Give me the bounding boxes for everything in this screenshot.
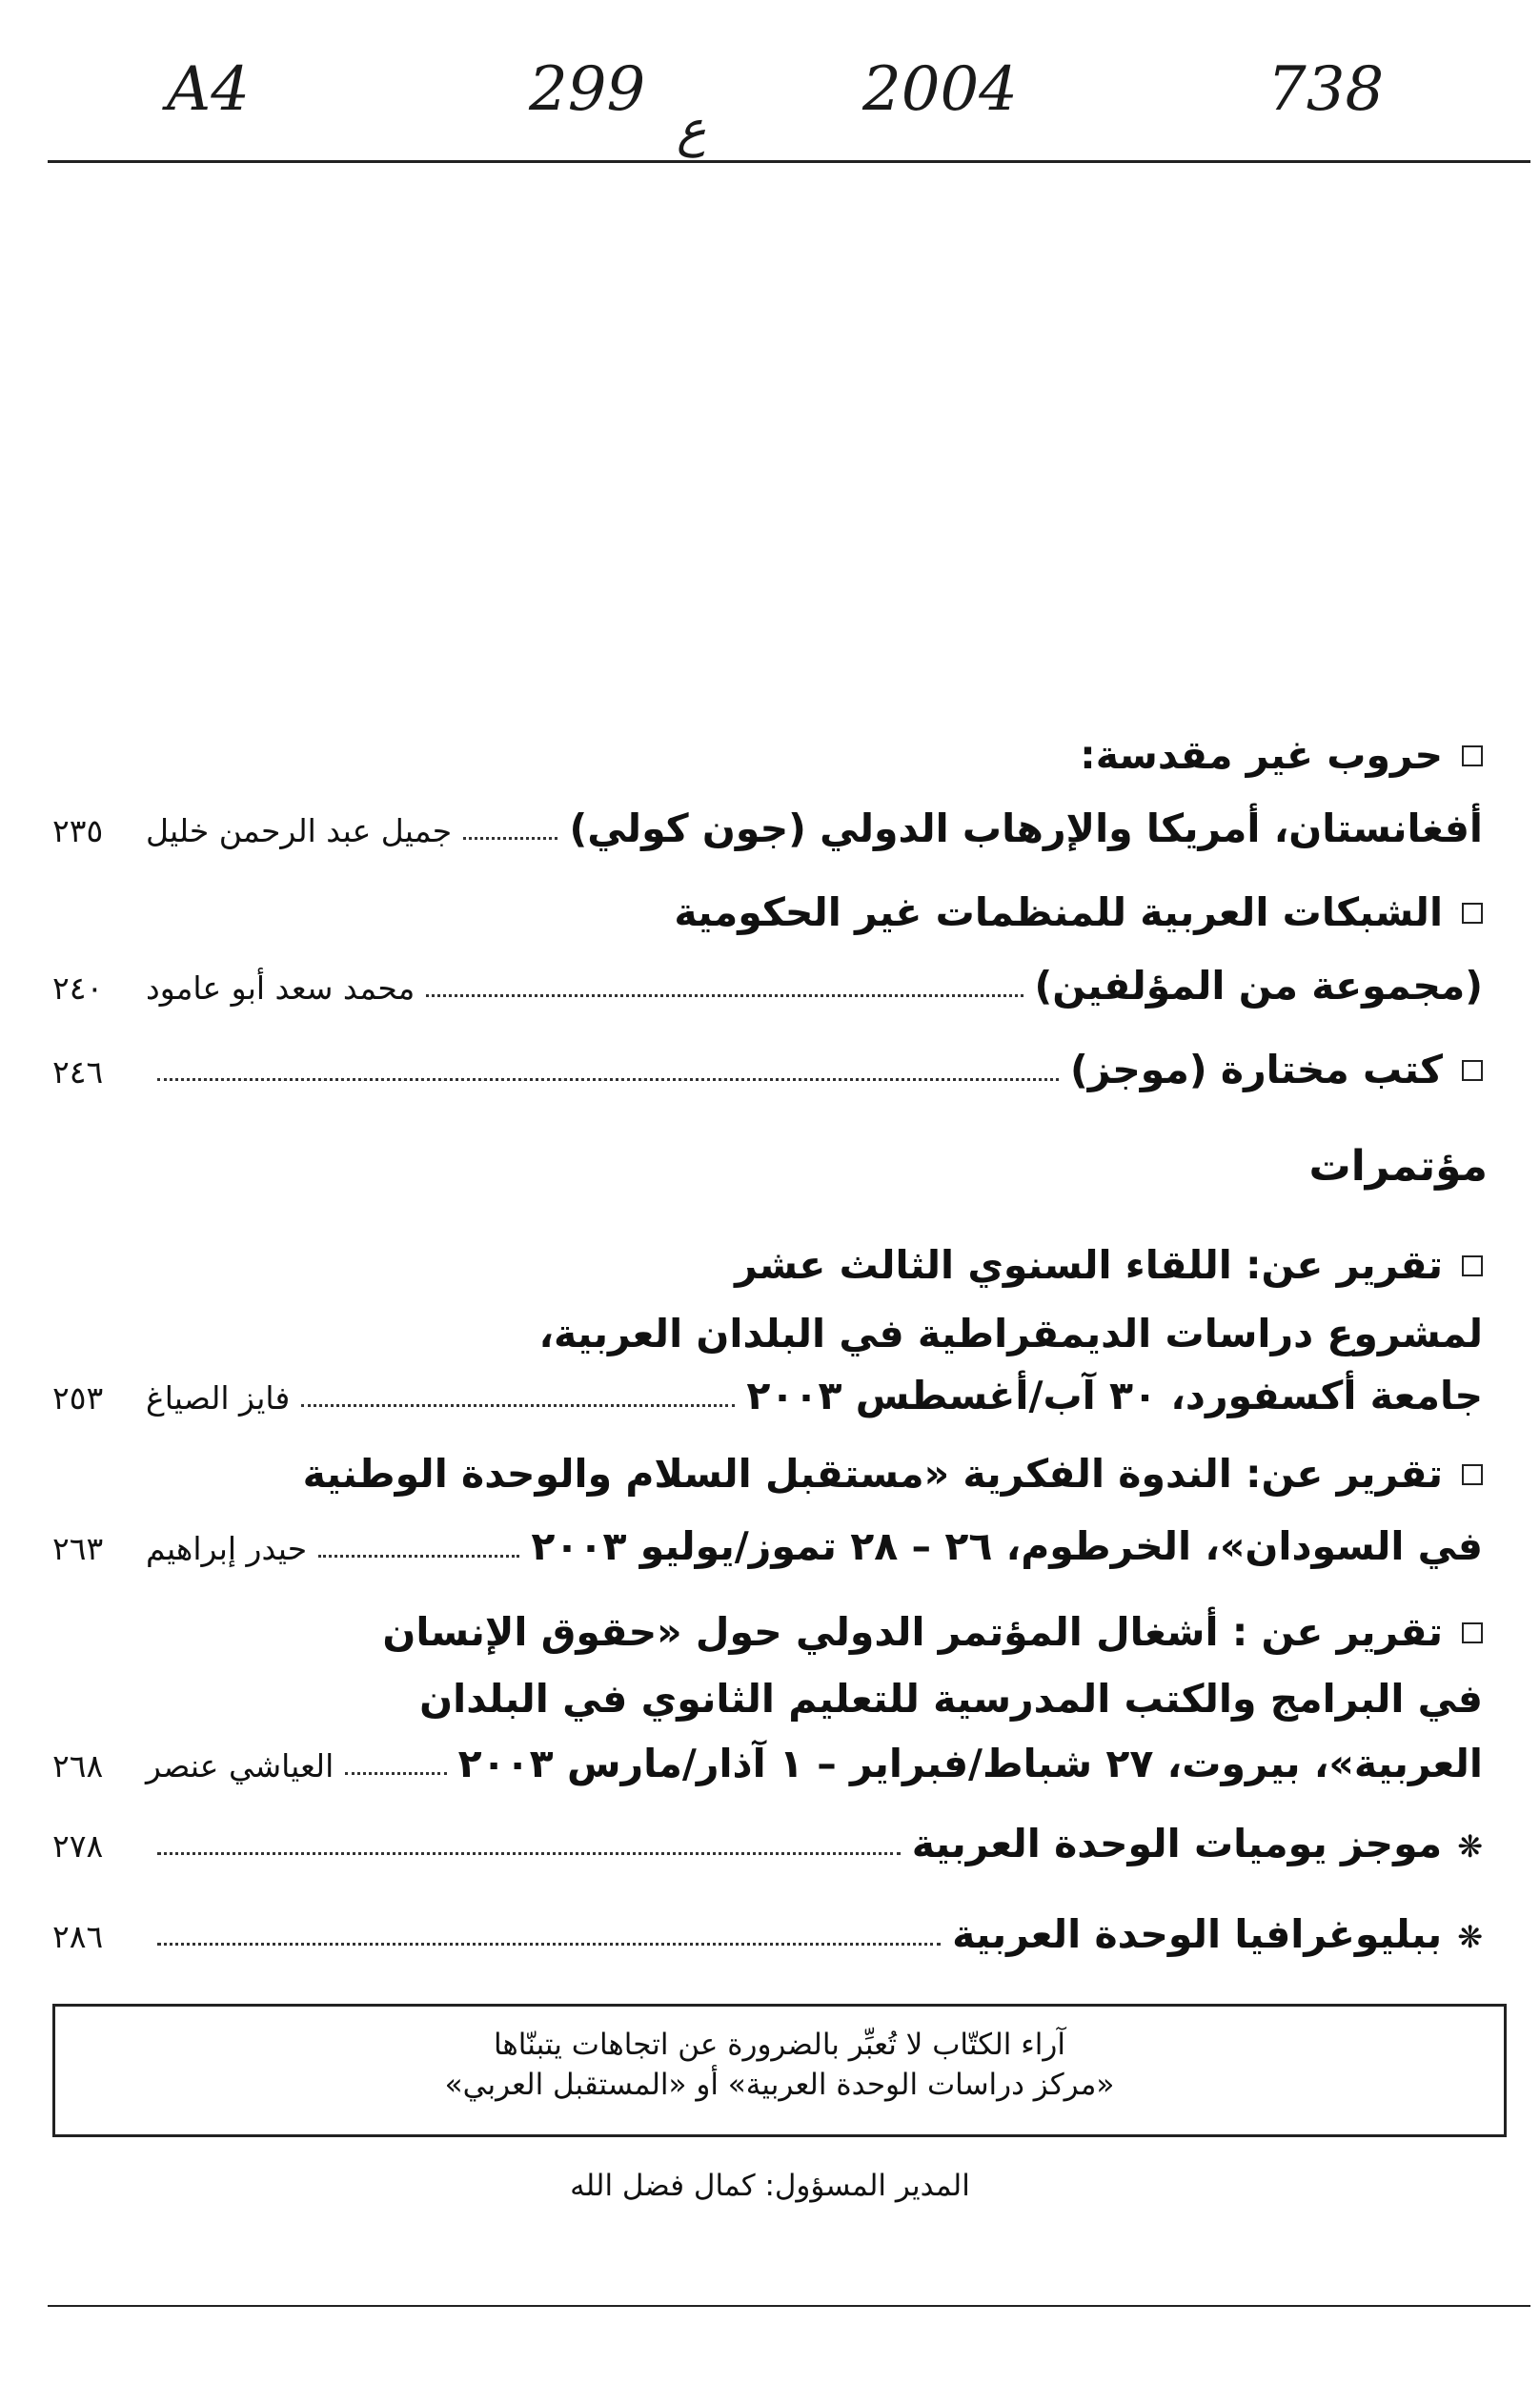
square-bullet-icon — [1462, 1255, 1483, 1276]
disclaimer-line: «مركز دراسات الوحدة العربية» أو «المستقبل العربي» — [444, 2067, 1115, 2102]
toc-entry — [52, 1451, 1483, 1498]
disclaimer-box — [52, 2004, 1507, 2137]
leader-dots — [318, 1555, 519, 1558]
entry-title: في السودان»، الخرطوم، ٢٦ – ٢٨ تموز/يوليو ٢٠٠٣ — [531, 1523, 1483, 1569]
entry-page: ٢٧٨ — [52, 1827, 104, 1865]
leader-dots — [157, 1852, 901, 1855]
handwritten-page-code: 738 — [1267, 54, 1385, 125]
entry-title: أفغانستان، أمريكا والإرهاب الدولي (جون كولي) — [569, 806, 1483, 851]
toc-entry — [52, 1523, 1483, 1570]
toc-entry — [52, 1047, 1483, 1093]
entry-page: ٢٣٥ — [52, 812, 104, 849]
entry-page: ٢٤٠ — [52, 969, 104, 1007]
disclaimer-line: آراء الكتّاب لا تُعبِّر بالضرورة عن اتجاهات يتبنّاها — [493, 2028, 1066, 2062]
asterisk-bullet-icon: ❋ — [1457, 1919, 1483, 1955]
square-bullet-icon — [1462, 1060, 1483, 1081]
entry-title: (مجموعة من المؤلفين) — [1034, 963, 1483, 1009]
toc-entry — [52, 1676, 1483, 1723]
entry-title: موجز يوميات الوحدة العربية — [911, 1821, 1443, 1866]
entry-title: تقرير عن: الندوة الفكرية «مستقبل السلام والوحدة الوطنية — [302, 1451, 1443, 1497]
toc-entry — [52, 963, 1483, 1009]
entry-title: حروب غير مقدسة: — [1080, 732, 1443, 778]
leader-dots — [157, 1078, 1059, 1081]
handwritten-year: 2004 — [862, 54, 1018, 125]
entry-page: ٢٦٣ — [52, 1530, 104, 1567]
entry-author: العياشي عنصر — [146, 1747, 334, 1784]
leader-dots — [345, 1772, 446, 1775]
entry-page: ٢٤٦ — [52, 1053, 104, 1091]
entry-author: حيدر إبراهيم — [146, 1530, 308, 1567]
square-bullet-icon — [1462, 745, 1483, 766]
asterisk-bullet-icon: ❋ — [1457, 1828, 1483, 1865]
handwritten-archive-code: A4 — [167, 54, 250, 125]
entry-title: كتب مختارة (موجز) — [1069, 1047, 1443, 1092]
entry-title: الشبكات العربية للمنظمات غير الحكومية — [674, 889, 1443, 935]
leader-dots — [157, 1943, 941, 1946]
entry-title: تقرير عن : أشغال المؤتمر الدولي حول «حقوق الإنسان — [382, 1609, 1443, 1655]
entry-author: فايز الصياغ — [146, 1379, 291, 1417]
entry-title: ببليوغرافيا الوحدة العربية — [952, 1911, 1443, 1957]
footer-rule — [48, 2305, 1530, 2307]
leader-dots — [463, 837, 557, 840]
toc-entry — [52, 1311, 1483, 1357]
entry-title: في البرامج والكتب المدرسية للتعليم الثانوي في البلدان — [419, 1676, 1483, 1722]
toc-entry — [52, 1821, 1483, 1867]
section-heading: مؤتمرات — [1308, 1142, 1488, 1191]
leader-dots — [426, 994, 1023, 997]
square-bullet-icon — [1462, 1622, 1483, 1643]
entry-page: ٢٨٦ — [52, 1918, 104, 1955]
entry-author: جميل عبد الرحمن خليل — [146, 812, 453, 849]
toc-entry — [52, 1373, 1483, 1419]
managing-editor: المدير المسؤول: كمال فضل الله — [570, 2169, 970, 2203]
entry-page: ٢٦٨ — [52, 1747, 104, 1784]
toc-entry — [52, 1609, 1483, 1656]
entry-title: تقرير عن: اللقاء السنوي الثالث عشر — [735, 1242, 1443, 1288]
toc-entry — [52, 1242, 1483, 1289]
toc-entry — [52, 806, 1483, 852]
entry-author: محمد سعد أبو عامود — [146, 969, 415, 1007]
entry-title: لمشروع دراسات الديمقراطية في البلدان العربية، — [538, 1311, 1483, 1356]
handwritten-issue-number: 299 — [529, 54, 646, 125]
square-bullet-icon — [1462, 1464, 1483, 1485]
handwritten-mark: ع — [677, 101, 707, 158]
toc-entry — [52, 1911, 1483, 1958]
toc-entry — [52, 732, 1483, 779]
square-bullet-icon — [1462, 903, 1483, 924]
toc-entry — [52, 1741, 1483, 1787]
entry-page: ٢٥٣ — [52, 1379, 104, 1417]
header-rule — [48, 160, 1530, 163]
toc-entry — [52, 889, 1483, 936]
entry-title: العربية»، بيروت، ٢٧ شباط/فبراير – ١ آذار/مارس ٢٠٠٣ — [457, 1741, 1483, 1786]
leader-dots — [301, 1404, 735, 1407]
entry-title: جامعة أكسفورد، ٣٠ آب/أغسطس ٢٠٠٣ — [746, 1373, 1483, 1418]
